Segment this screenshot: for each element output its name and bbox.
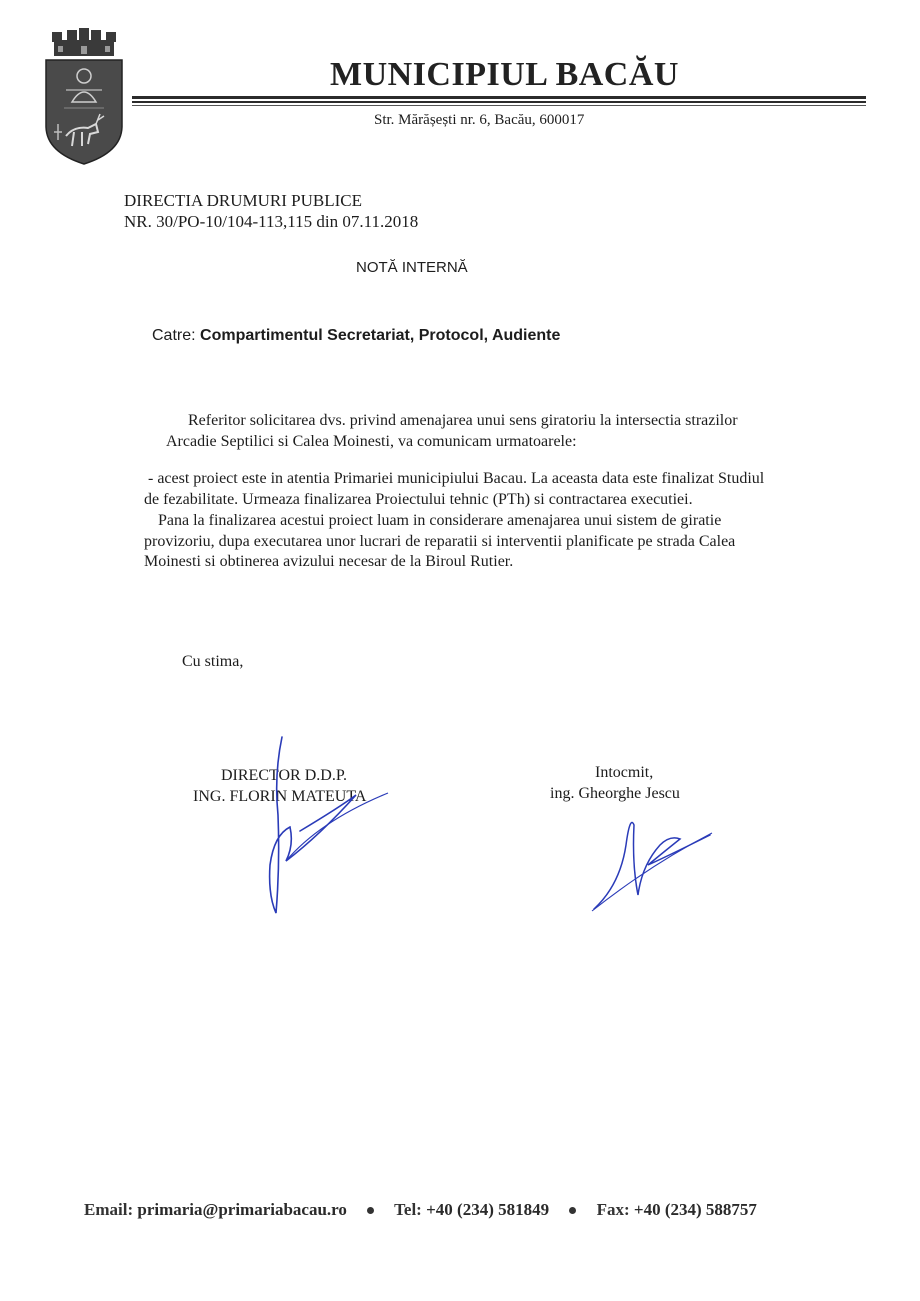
department-name: DIRECTIA DRUMURI PUBLICE: [124, 191, 363, 210]
registration-number: NR. 30/PO-10/104-113,115 din 07.11.2018: [124, 212, 419, 231]
header-rule: [132, 101, 866, 103]
separator-dot-icon: [569, 1207, 576, 1214]
email-label: Email:: [84, 1200, 134, 1219]
body-line: de fezabilitate. Urmeaza finalizarea Proiectului tehnic (PTh) si contractarea executiei.: [144, 491, 693, 508]
email-address[interactable]: primaria@primariabacau.ro: [137, 1200, 347, 1219]
left-signatory-title: DIRECTOR D.D.P.: [221, 767, 347, 784]
separator-dot-icon: [367, 1207, 374, 1214]
header-address: Str. Mărășești nr. 6, Bacău, 600017: [374, 112, 585, 128]
body-line: Referitor solicitarea dvs. privind amenajarea unui sens giratoriu la intersectia strazilor: [188, 412, 738, 429]
right-signatory-title: Intocmit,: [595, 764, 654, 781]
tel-label: Tel:: [394, 1200, 422, 1219]
header-rule: [132, 105, 866, 106]
header-rule: [132, 96, 866, 99]
recipient-name: Compartimentul Secretariat, Protocol, Audiente: [200, 327, 561, 344]
body-line: Moinesti si obtinerea avizului necesar de la Biroul Rutier.: [144, 553, 514, 570]
fax-label: Fax:: [596, 1200, 630, 1219]
document-type: NOTĂ INTERNĂ: [356, 259, 468, 276]
body-line: provizoriu, dupa executarea unor lucrari de reparatii si interventii planificate pe strada Calea: [144, 533, 736, 550]
body-line: Pana la finalizarea acestui proiect luam in considerare amenajarea unui sistem de giratie: [158, 512, 722, 529]
footer-contacts: [84, 1200, 757, 1220]
tel-number: +40 (234) 581849: [426, 1200, 550, 1219]
left-signatory-name: ING. FLORIN MATEUTA: [193, 788, 367, 805]
left-signature-icon: [260, 735, 390, 915]
right-signatory-name: ing. Gheorghe Jescu: [550, 785, 680, 802]
body-line: - acest proiect este in atentia Primariei municipiului Bacau. La aceasta data este finalizat Studiul: [148, 470, 765, 487]
municipality-title: MUNICIPIUL BACĂU: [330, 56, 679, 93]
body-line: Arcadie Septilici si Calea Moinesti, va comunicam urmatoarele:: [166, 433, 577, 450]
closing-salutation: Cu stima,: [182, 653, 244, 670]
right-signature-icon: [590, 805, 720, 915]
fax-number: +40 (234) 588757: [633, 1200, 757, 1219]
recipient-label: Catre:: [152, 327, 196, 344]
coat-of-arms-icon: [44, 28, 124, 166]
recipient-line: [152, 327, 560, 345]
